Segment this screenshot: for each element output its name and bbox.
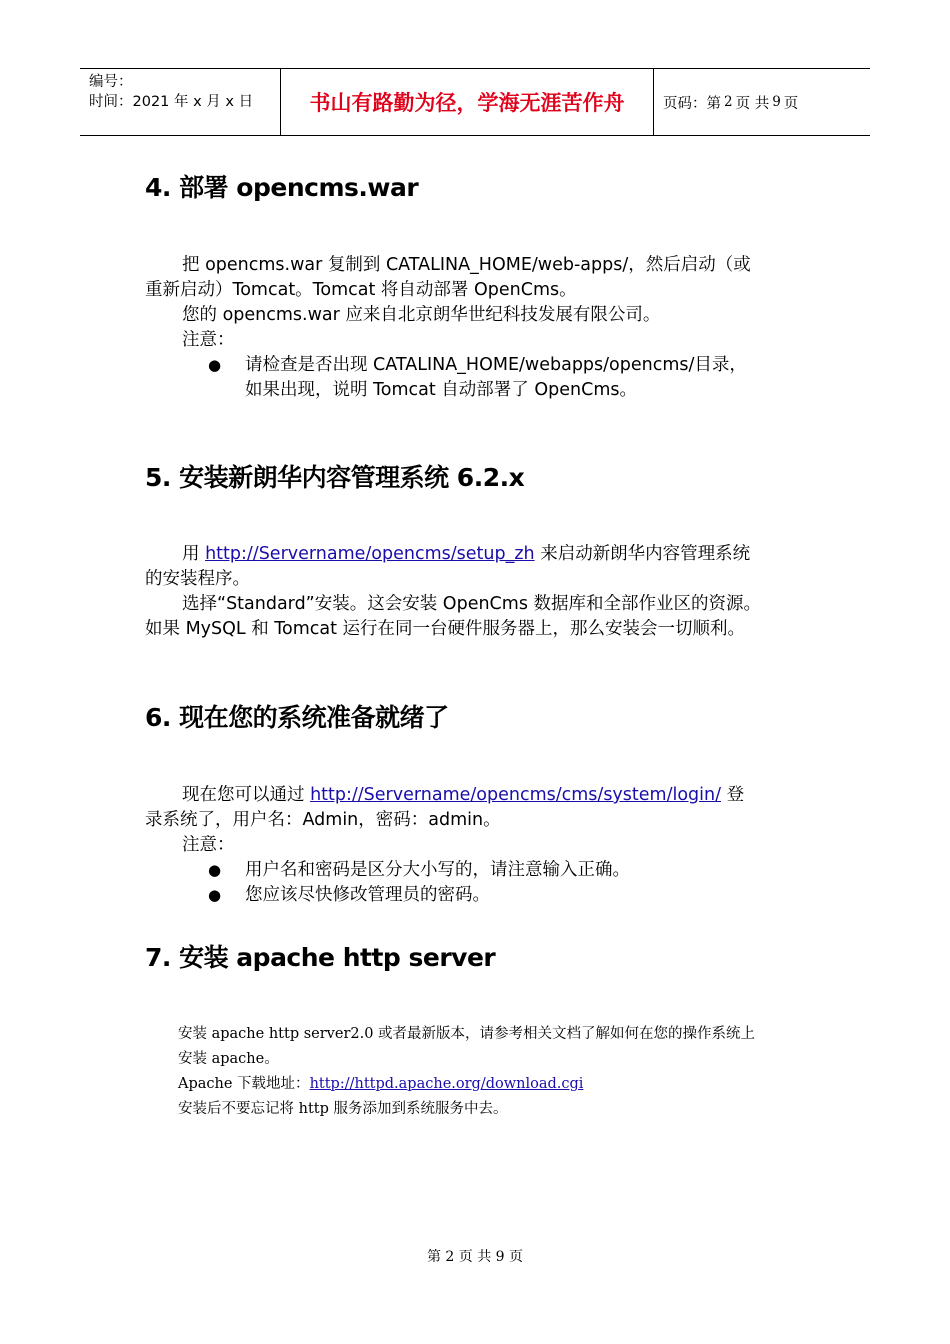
section-5-p2-line2: 如果 MySQL 和 Tomcat 运行在同一台硬件服务器上，那么安装会一切顺利。 [145, 619, 746, 639]
document-number-label: 编号： [89, 74, 133, 90]
header-motto: 书山有路勤为径，学海无涯苦作舟 [281, 69, 654, 135]
bullet-text: 您应该尽快修改管理员的密码。 [245, 885, 490, 905]
page-header [80, 68, 870, 136]
section-5-title: 5. 安装新朗华内容管理系统 6.2.x [145, 463, 525, 492]
section-7-line2: 安装 apache。 [178, 1051, 279, 1067]
bullet-icon: ● [208, 356, 222, 374]
section-6-p1-suffix: 登 [721, 785, 745, 805]
header-meta [80, 69, 281, 135]
download-label: Apache 下载地址： [178, 1076, 310, 1092]
section-6-bullet-2 [208, 883, 798, 908]
section-6-title: 6. 现在您的系统准备就绪了 [145, 703, 449, 732]
bullet-line1: 请检查是否出现 CATALINA_HOME/webapps/opencms/目录， [245, 355, 747, 375]
section-5-p2-line1: 选择“Standard”安装。这会安装 OpenCms 数据库和全部作业区的资源。 [182, 594, 761, 614]
apache-download-link[interactable]: http://httpd.apache.org/download.cgi [309, 1076, 584, 1092]
section-4-bullet-1 [208, 353, 798, 403]
bullet-icon: ● [208, 861, 222, 879]
section-4-p1-line2: 重新启动）Tomcat。Tomcat 将自动部署 OpenCms。 [145, 280, 577, 300]
section-7-paragraph [178, 1022, 818, 1122]
page-label-a: 页码：第 [663, 95, 721, 112]
page-label-b: 页 共 [735, 95, 770, 112]
page-total: 9 [772, 94, 781, 110]
section-4-p1-line1: 把 opencms.war 复制到 CATALINA_HOME/web-apps/，然后启动（或 [182, 255, 751, 275]
document-date: 时间：2021 年 x 月 x 日 [89, 94, 254, 110]
section-7-line3 [178, 1072, 818, 1097]
page-label-c: 页 [783, 95, 799, 112]
section-7-line1: 安装 apache http server2.0 或者最新版本，请参考相关文档了解如何在您的操作系统上 [178, 1026, 756, 1042]
page-footer: 第 2 页 共 9 页 [426, 1249, 524, 1265]
header-page-info [654, 69, 870, 135]
section-6-p1-prefix: 现在您可以通过 [182, 785, 311, 805]
section-4-p2: 您的 opencms.war 应来自北京朗华世纪科技发展有限公司。 [182, 305, 661, 325]
section-5-paragraph [145, 542, 815, 642]
section-4-note: 注意： [182, 330, 235, 350]
section-7-title: 7. 安装 apache http server [145, 943, 496, 972]
section-6-p1-line1 [145, 783, 815, 808]
section-6-bullet-1 [208, 858, 798, 883]
bullet-text: 用户名和密码是区分大小写的，请注意输入正确。 [245, 860, 630, 880]
section-4-paragraph-1 [145, 253, 815, 353]
section-7-line4: 安装后不要忘记将 http 服务添加到系统服务中去。 [178, 1101, 508, 1117]
section-5-p1-suffix: 来启动新朗华内容管理系统 [534, 544, 751, 564]
bullet-icon: ● [208, 886, 222, 904]
section-5-p1-line1 [145, 542, 815, 567]
section-5-p1-line2: 的安装程序。 [145, 569, 250, 589]
login-link[interactable]: http://Servername/opencms/cms/system/login/ [310, 785, 722, 805]
page-current: 2 [724, 94, 733, 110]
section-4-title: 4. 部署 opencms.war [145, 173, 419, 202]
section-6-note: 注意： [182, 835, 235, 855]
section-5-p1-prefix: 用 [182, 544, 206, 564]
bullet-line2: 如果出现，说明 Tomcat 自动部署了 OpenCms。 [245, 380, 637, 400]
section-6-paragraph [145, 783, 815, 858]
section-6-p1-line2: 录系统了，用户名：Admin，密码：admin。 [145, 810, 501, 830]
setup-link[interactable]: http://Servername/opencms/setup_zh [205, 544, 535, 564]
